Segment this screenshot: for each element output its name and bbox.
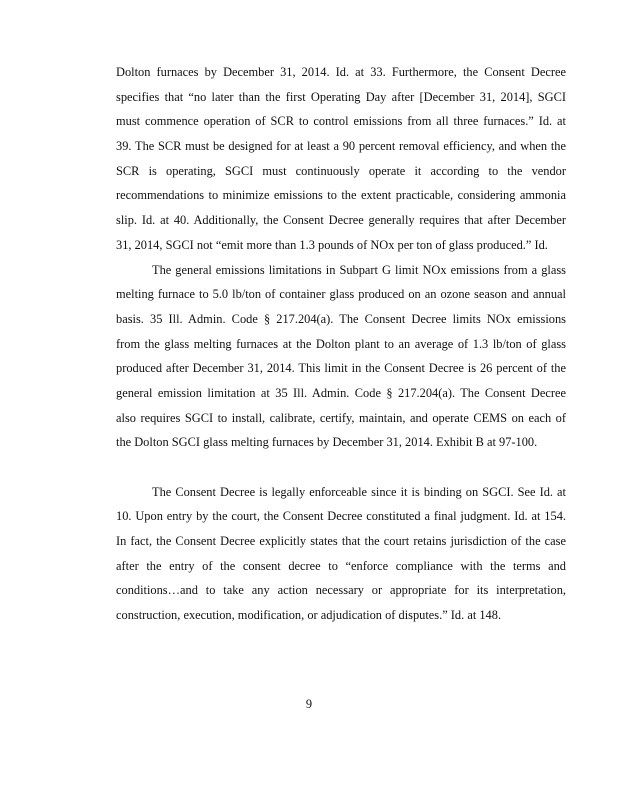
paragraph-gap (116, 455, 566, 480)
text-line: 39. The SCR must be designed for at least a 90 percent removal efficiency, and when the (116, 139, 566, 154)
text-line: recommendations to minimize emissions to the extent practicable, considering ammonia (116, 188, 566, 203)
text-line: slip. Id. at 40. Additionally, the Consent Decree generally requires that after December (116, 213, 566, 228)
text-line: the Dolton SGCI glass melting furnaces by December 31, 2014. Exhibit B at 97-100. (116, 435, 538, 450)
text-line: basis. 35 Ill. Admin. Code § 217.204(a). The Consent Decree limits NOx emissions (116, 311, 566, 326)
text-line: must commence operation of SCR to control emissions from all three furnaces.” Id. at (116, 114, 566, 129)
text-line: after the entry of the consent decree to “enforce compliance with the terms and (116, 558, 566, 573)
text-line: produced after December 31, 2014. This limit in the Consent Decree is 26 percent of the (116, 361, 566, 376)
paragraph-consent-decree-scr (116, 60, 566, 258)
text-line: specifies that “no later than the first Operating Day after [December 31, 2014], SGCI (116, 89, 566, 104)
document-body (116, 60, 566, 628)
text-line: construction, execution, modification, or adjudication of disputes.” Id. at 148. (116, 608, 502, 623)
page-number: 9 (305, 697, 313, 711)
text-line: Dolton furnaces by December 31, 2014. Id. at 33. Furthermore, the Consent Decree (116, 65, 566, 79)
text-line: from the glass melting furnaces at the Dolton plant to an average of 1.3 lb/ton of glass (116, 336, 566, 351)
text-line: conditions…and to take any action necessary or appropriate for its interpretation, (116, 583, 566, 598)
paragraph-enforceability (116, 480, 566, 628)
text-line: In fact, the Consent Decree explicitly states that the court retains jurisdiction of the case (116, 534, 566, 549)
text-line: melting furnace to 5.0 lb/ton of container glass produced on an ozone season and annual (116, 287, 566, 302)
paragraph-subpart-g-limits (116, 258, 566, 456)
text-line: 31, 2014, SGCI not “emit more than 1.3 pounds of NOx per ton of glass produced.” Id. (116, 237, 548, 252)
text-line: SCR is operating, SGCI must continuously operate it according to the vendor (116, 163, 566, 178)
text-line: The general emissions limitations in Subpart G limit NOx emissions from a glass (152, 262, 566, 277)
text-line: 10. Upon entry by the court, the Consent Decree constituted a final judgment. Id. at 154. (116, 509, 566, 524)
text-line: The Consent Decree is legally enforceable since it is binding on SGCI. See Id. at (152, 484, 566, 499)
text-line: also requires SGCI to install, calibrate, certify, maintain, and operate CEMS on each of (116, 410, 566, 425)
text-line: general emission limitation at 35 Ill. Admin. Code § 217.204(a). The Consent Decree (116, 385, 566, 400)
